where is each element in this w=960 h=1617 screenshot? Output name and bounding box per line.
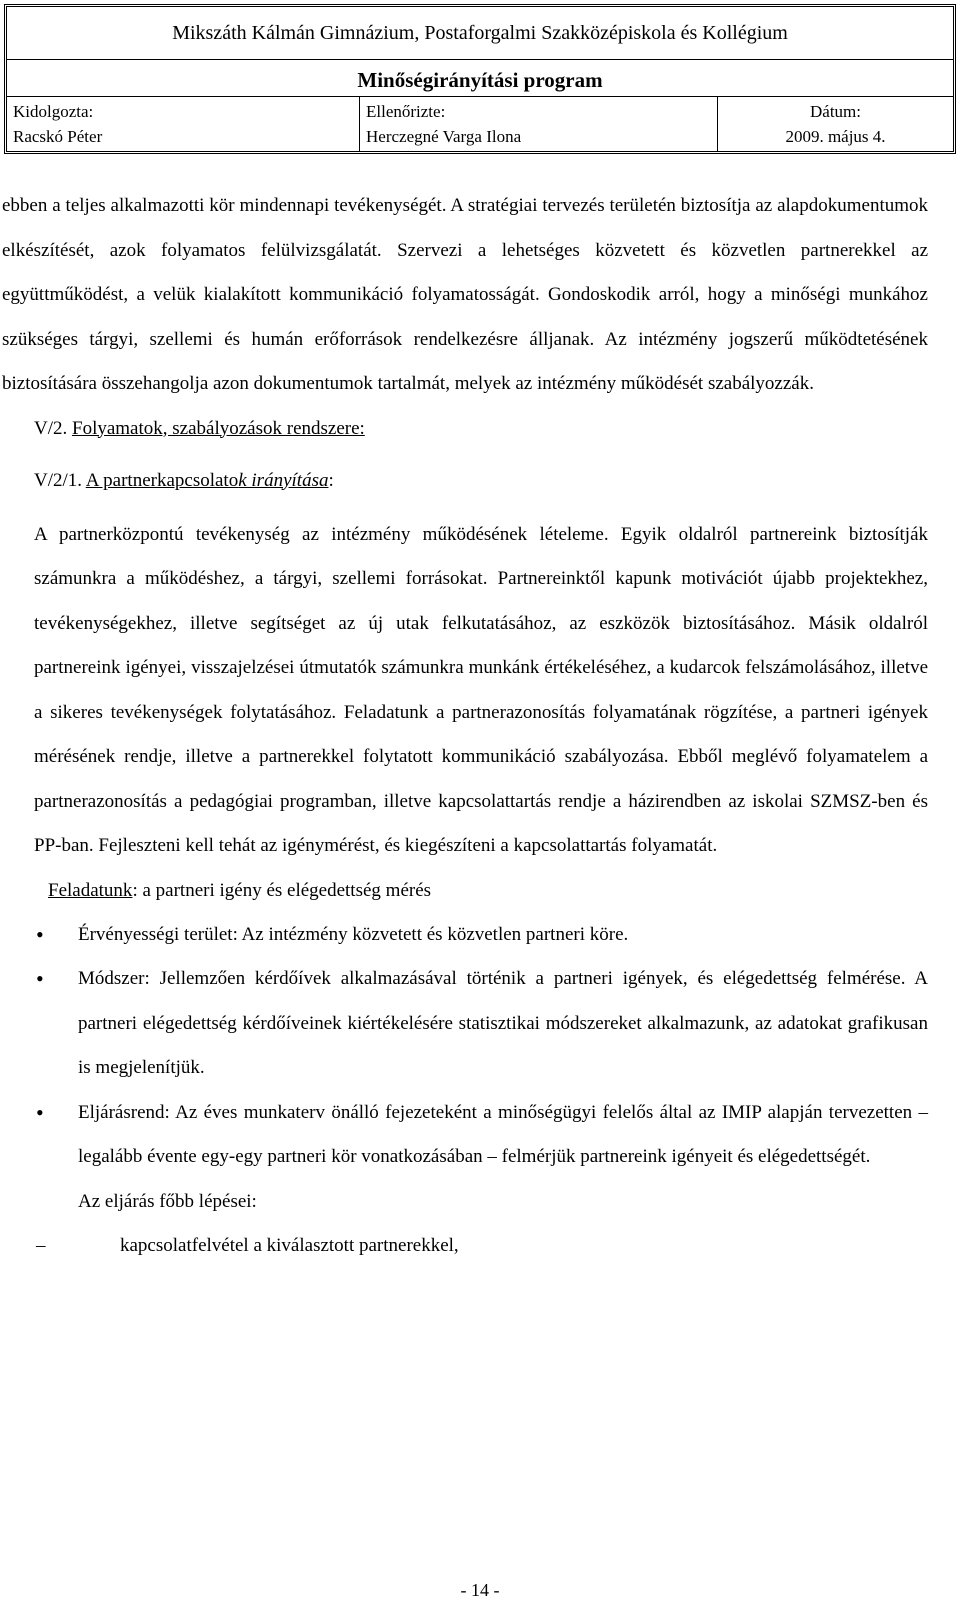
section-title: Folyamatok, szabályozások rendszere:: [72, 417, 365, 439]
header-meta-row: [7, 97, 953, 151]
bullet-text: Eljárásrend: Az éves munkaterv önálló fejezeteként a minőségügyi felelős által az IMIP alapján tervezetten – legalább évente egy-egy partneri kör vonatkozásában – felmérjük partnereink igényeit és elégedettségét.: [78, 1101, 928, 1167]
bullet-icon: •: [36, 1099, 44, 1125]
date-cell: [717, 97, 953, 151]
subsection-colon: :: [328, 469, 334, 491]
page-number: - 14 -: [460, 1580, 500, 1600]
section-heading: [34, 407, 928, 451]
school-name: Mikszáth Kálmán Gimnázium, Postaforgalmi Szakközépiskola és Kollégium: [7, 7, 953, 60]
prepared-label: Kidolgozta:: [13, 102, 94, 121]
task-text: : a partneri igény és elégedettség mérés: [132, 879, 432, 901]
prepared-name: Racskó Péter: [13, 127, 103, 146]
subsection-number: V/2/1.: [34, 469, 83, 491]
bullet-icon: •: [36, 921, 44, 947]
subsection-title-plain: A partnerkapcsolato: [85, 469, 239, 491]
paragraph-partners: A partnerközpontú tevékenység az intézmény működésének lételeme. Egyik oldalról partnereink biztosítják számunkra a működéshez, a tárgyi, szellemi forrásokat. Partnereinktől kapunk motivációt újabb projektekhez, tevékenységekhez, illetve segítséget az új utak felkutatásához, az eszközök biztosításához. Másik oldalról partnereink igényei, visszajelzései útmutatók számunkra munkánk értékeléséhez, a kudarcok felszámolásához, illetve a sikeres tevékenységek folytatásához. Feladatunk a partnerazonosítás folyamatának rögzítése, a partneri igények mérésének rendje, illetve a partnerekkel folytatott kommunikáció szabályozása. Ebből meglévő folyamatelem a partnerazonosítás a pedagógiai programban, illetve kapcsolattartás rendje a házirendben az iskolai SZMSZ-ben és PP-ban. Fejleszteni kell tehát az igénymérést, és kiegészíteni a kapcsolattartás folyamatát.: [34, 523, 928, 856]
bullet-list: [34, 913, 928, 1180]
document-body: [2, 184, 928, 1268]
bullet-text: Érvényességi terület: Az intézmény közvetett és közvetlen partneri köre.: [78, 923, 629, 945]
checked-label: Ellenőrizte:: [366, 102, 446, 121]
paragraph-intro: ebben a teljes alkalmazotti kör mindennapi tevékenységét. A stratégiai tervezés területén biztosítja az alapdokumentumok elkészítését, azok folyamatos felülvizsgálatát. Szervezi a lehetséges közvetett és közvetlen partnerekkel az együttműködést, a velük kialakított kommunikáció folyamatosságát. Gondoskodik arról, hogy a minőségi munkához szükséges tárgyi, szellemi és humán erőforrások rendelkezésre álljanak. Az intézmény jogszerű működtetésének biztosítására összehangolja azon dokumentumok tartalmát, melyek az intézmény működését szabályozzák.: [2, 195, 928, 394]
bullet-item: [34, 913, 928, 958]
subsection-heading: [34, 459, 928, 503]
dash-icon: –: [36, 1234, 46, 1256]
bullet-text: Módszer: Jellemzően kérdőívek alkalmazásával történik a partneri igények, és elégedettség felmérése. A partneri elégedettség kérdőíveinek kiértékelésére statisztikai módszereket alkalmazunk, az adatokat grafikusan is megjelenítjük.: [78, 968, 928, 1078]
checked-name: Herczegné Varga Ilona: [366, 127, 522, 146]
task-line: [34, 869, 928, 913]
prepared-cell: [7, 97, 359, 151]
checked-cell: [359, 97, 717, 151]
steps-title: Az eljárás főbb lépései:: [78, 1190, 257, 1212]
section-number: V/2.: [34, 417, 68, 439]
subsection-title-italic: k irányítása: [238, 469, 329, 491]
bullet-item: [34, 1091, 928, 1180]
bullet-item: [34, 957, 928, 1091]
step-text: kapcsolatfelvétel a kiválasztott partnerekkel,: [120, 1234, 459, 1256]
date-value: 2009. május 4.: [785, 127, 886, 146]
task-label: Feladatunk: [48, 879, 133, 901]
date-label: Dátum:: [810, 102, 861, 121]
bullet-icon: •: [36, 966, 44, 991]
document-header: [4, 4, 956, 154]
program-title: Minőségirányítási program: [7, 60, 953, 97]
step-item: [34, 1224, 928, 1268]
